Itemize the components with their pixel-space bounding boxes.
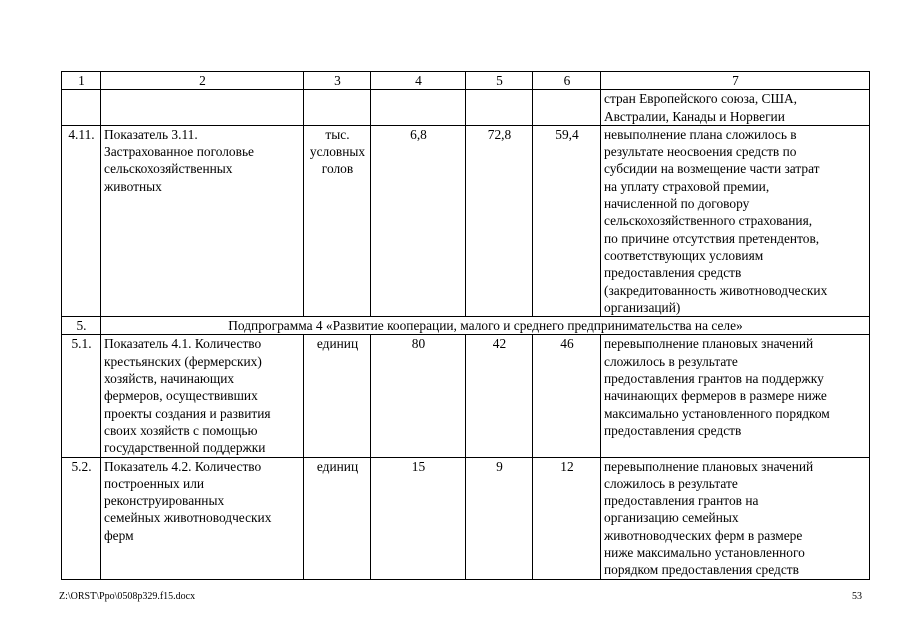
row-number: 5.1. [62,335,101,457]
reason-line: организаций) [604,299,681,315]
reason-line: результате неосвоения средств по [604,144,797,160]
reason-line: невыполнение плана сложилось в [604,126,797,142]
reason-line: сельскохозяйственного страхования, [604,213,813,229]
reason-line: субсидии на возмещение части затрат [604,161,820,177]
indicator-line: фермеров, осуществивших [104,388,258,404]
footer-page-number: 53 [852,591,862,602]
indicator-line: семейных животноводческих [104,510,272,526]
table-row [62,125,870,316]
reason-line: сложилось в результате [604,475,738,491]
subprogram-row [62,317,870,335]
reason-line: предоставления грантов на [604,493,759,509]
reason-line: порядком предоставления средств [604,562,799,578]
unit-line: голов [321,161,354,177]
header-cell: 4 [371,72,466,90]
indicator-cell [101,90,304,126]
header-cell: 1 [62,72,101,90]
value-col5: 42 [466,335,533,457]
header-cell: 5 [466,72,533,90]
row-number: 5.2. [62,457,101,579]
reason-line: начинающих фермеров в размере ниже [604,388,827,404]
row-number: 5. [62,317,101,335]
header-cell: 3 [304,72,371,90]
reason-line: Австралии, Канады и Норвегии [604,108,785,124]
indicator-line: ферм [104,527,134,543]
header-cell: 7 [601,72,870,90]
plan-value: 6,8 [371,125,466,316]
unit-cell [304,335,371,457]
indicator-line: реконструированных [104,493,225,509]
value-col5: 72,8 [466,125,533,316]
header-cell: 2 [101,72,304,90]
value-cell [466,90,533,126]
unit-line: тыс. [325,126,350,142]
num-cell [62,90,101,126]
reason-line: ниже максимально установленного [604,545,805,561]
unit-line: условных [309,144,366,160]
reason-cell [601,90,870,126]
indicator-cell [101,125,304,316]
reason-line: начисленной по договору [604,196,750,212]
unit-line: единиц [316,458,359,474]
plan-value: 15 [371,457,466,579]
indicator-cell [101,457,304,579]
indicator-line: Показатель 3.11. [104,126,198,142]
value-cell [371,90,466,126]
indicator-line: сельскохозяйственных [104,161,233,177]
plan-value: 80 [371,335,466,457]
table-row [62,457,870,579]
indicator-line: Показатель 4.1. Количество [104,336,262,352]
reason-line: организацию семейных [604,510,739,526]
unit-cell [304,125,371,316]
reason-line: на уплату страховой премии, [604,178,770,194]
header-cell: 6 [533,72,601,90]
value-col5: 9 [466,457,533,579]
indicator-line: государственной поддержки [104,440,266,456]
reason-cell [601,457,870,579]
reason-cell [601,125,870,316]
footer-file-path: Z:\ORST\Ppo\0508p329.f15.docx [59,591,196,602]
unit-cell [304,90,371,126]
reason-line: предоставления средств [604,265,742,281]
indicator-line: Застрахованное поголовье [104,144,254,160]
reason-line: соответствующих условиям [604,247,764,263]
table-header-row [62,72,870,90]
indicator-cell [101,335,304,457]
indicator-line: животных [104,178,162,194]
reason-line: перевыполнение плановых значений [604,336,814,352]
reason-line: предоставления грантов на поддержку [604,371,824,387]
indicator-line: хозяйств, начинающих [104,371,235,387]
indicator-line: Показатель 4.2. Количество [104,458,262,474]
value-col6: 12 [533,457,601,579]
value-col6: 59,4 [533,125,601,316]
indicator-line: своих хозяйств с помощью [104,422,258,438]
reason-line: (закредитованность животноводческих [604,282,828,298]
reason-line: предоставления средств [604,422,742,438]
reason-line: по причине отсутствия претендентов, [604,230,820,246]
table-row [62,335,870,457]
reason-line: сложилось в результате [604,353,738,369]
unit-line: единиц [316,336,359,352]
reason-line: стран Европейского союза, США, [604,91,797,107]
indicator-line: проекты создания и развития [104,405,271,421]
value-cell [533,90,601,126]
unit-cell [304,457,371,579]
indicator-line: построенных или [104,475,205,491]
value-col6: 46 [533,335,601,457]
table-row [62,90,870,126]
reason-line: перевыполнение плановых значений [604,458,814,474]
reason-cell [601,335,870,457]
subprogram-title: Подпрограмма 4 «Развитие кооперации, малого и среднего предпринимательства на селе» [101,317,870,335]
reason-line: максимально установленного порядком [604,405,830,421]
report-table [61,71,870,580]
reason-line: животноводческих ферм в размере [604,527,803,543]
row-number: 4.11. [62,125,101,316]
indicator-line: крестьянских (фермерских) [104,353,262,369]
